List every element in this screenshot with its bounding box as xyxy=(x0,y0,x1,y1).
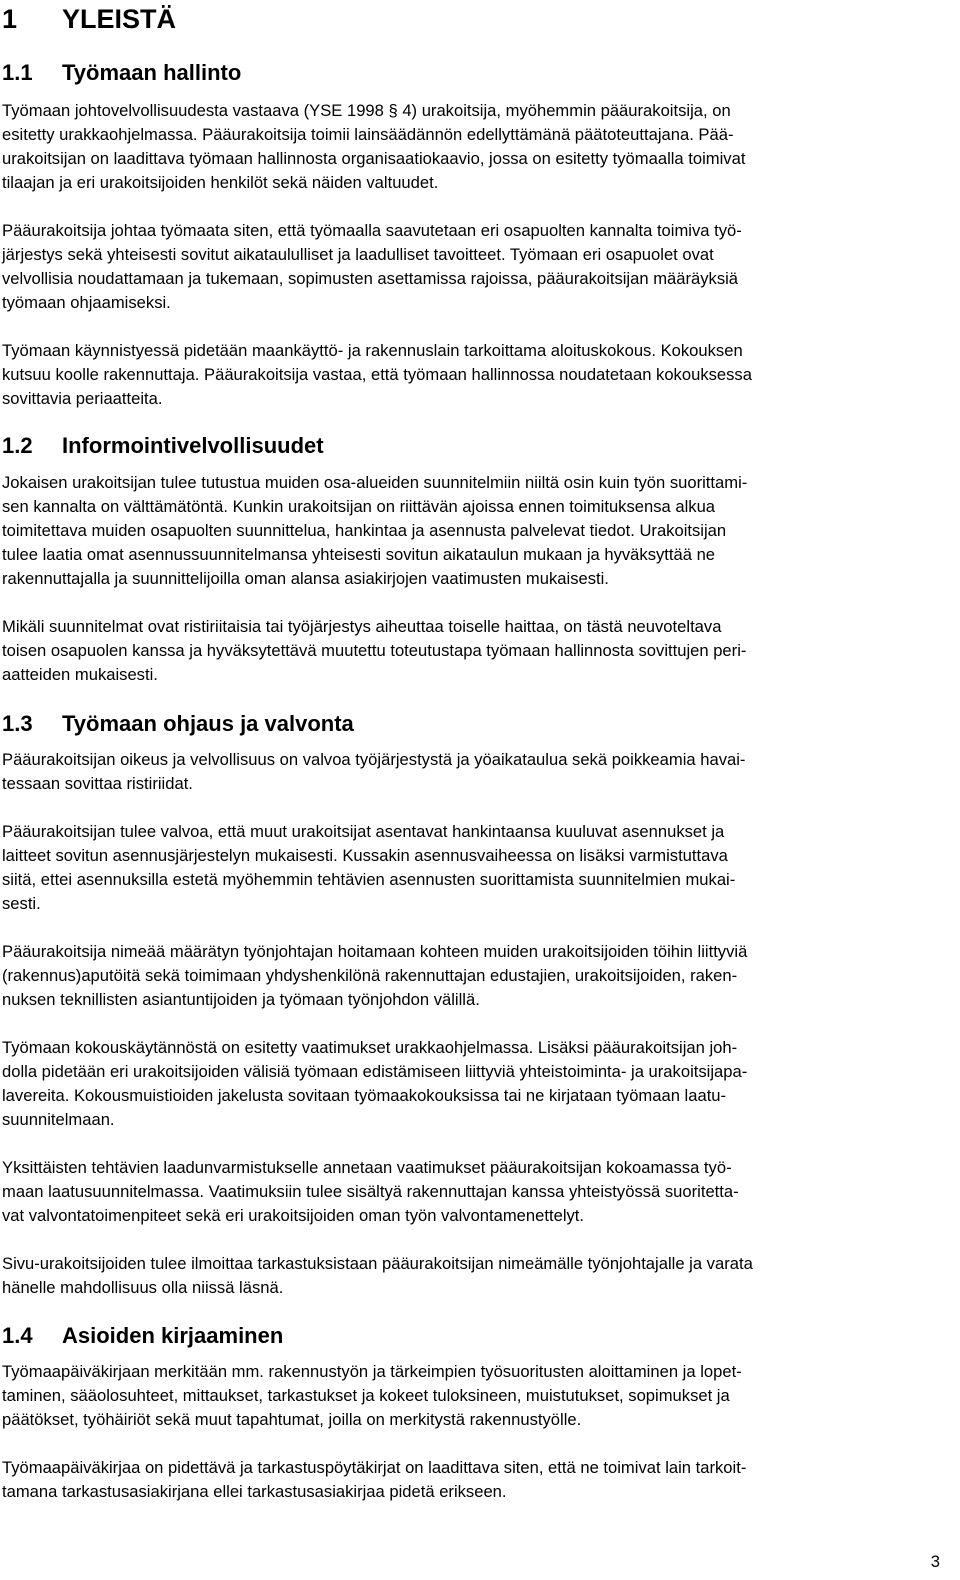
text-line: taminen, sääolosuhteet, mittaukset, tarkastukset ja kokeet tuloksineen, muistutukset, sopimukset ja xyxy=(2,1386,730,1405)
text-line: rakennuttajalla ja suunnittelijoilla oman alansa asiakirjojen vaatimusten mukaisesti. xyxy=(2,569,609,588)
text-line: järjestys sekä yhteisesti sovitut aikataululliset ja laadulliset tavoitteet. Työmaan eri osapuolet ovat xyxy=(2,245,714,264)
text-line: dolla pidetään eri urakoitsijoiden välisiä työmaan edistämiseen liittyviä yhteistoiminta- ja urakoitsijapa- xyxy=(2,1062,748,1081)
section-number: 1.4 xyxy=(2,1323,33,1348)
text-line: maan laatusuunnitelmassa. Vaatimuksiin tulee sisältyä rakennuttajan kanssa yhteistyössä suoritetta- xyxy=(2,1182,739,1201)
text-line: vat valvontatoimenpiteet sekä eri urakoitsijoiden oman työn valvontamenettelyt. xyxy=(2,1206,585,1225)
text-line: Sivu-urakoitsijoiden tulee ilmoittaa tarkastuksistaan pääurakoitsijan nimeämälle työnjohtajalle ja varata xyxy=(2,1254,753,1273)
paragraph xyxy=(2,1036,948,1132)
text-line: Pääurakoitsija johtaa työmaata siten, että työmaalla saavutetaan eri osapuolten kannalta toimiva työ- xyxy=(2,221,742,240)
text-line: toimitettava muiden osapuolten suunnittelua, hankintaa ja asennusta palvelevat tiedot. Urakoitsijan xyxy=(2,521,727,540)
text-line: sovittavia periaatteita. xyxy=(2,389,163,408)
text-line: urakoitsijan on laadittava työmaan hallinnosta organisaatiokaavio, jossa on esitetty työmaalla toimivat xyxy=(2,149,746,168)
paragraph xyxy=(2,820,948,916)
section-heading xyxy=(2,433,324,459)
section-title: Asioiden kirjaaminen xyxy=(62,1323,284,1348)
paragraph xyxy=(2,940,948,1012)
text-line: Jokaisen urakoitsijan tulee tutustua muiden osa-alueiden suunnitelmiin niiltä osin kuin työn suorittami- xyxy=(2,473,748,492)
chapter-title: YLEISTÄ xyxy=(62,4,177,34)
paragraph xyxy=(2,615,948,687)
text-line: sen kannalta on välttämätöntä. Kunkin urakoitsijan on riittävän ajoissa ennen toimituksensa alkua xyxy=(2,497,716,516)
section-number: 1.1 xyxy=(2,60,33,85)
section-heading xyxy=(2,1323,283,1349)
text-line: Työmaan kokouskäytännöstä on esitetty vaatimukset urakkaohjelmassa. Lisäksi pääurakoitsijan joh- xyxy=(2,1038,738,1057)
text-line: Työmaapäiväkirjaa on pidettävä ja tarkastuspöytäkirjat on laadittava siten, että ne toimivat lain tarkoit- xyxy=(2,1458,747,1477)
section-title: Työmaan hallinto xyxy=(62,60,242,85)
text-line: sesti. xyxy=(2,894,41,913)
section-title: Informointivelvollisuudet xyxy=(62,433,324,458)
chapter-heading xyxy=(2,4,176,35)
text-line: hänelle mahdollisuus olla niissä läsnä. xyxy=(2,1278,284,1297)
text-line: päätökset, työhäiriöt sekä muut tapahtumat, joilla on merkitystä rakennustyölle. xyxy=(2,1410,582,1429)
text-line: suunnitelmaan. xyxy=(2,1110,115,1129)
text-line: työmaan ohjaamiseksi. xyxy=(2,293,171,312)
text-line: Yksittäisten tehtävien laadunvarmistukselle annetaan vaatimukset pääurakoitsijan kokoamassa työ- xyxy=(2,1158,732,1177)
chapter-number: 1 xyxy=(2,4,18,34)
text-line: Pääurakoitsijan tulee valvoa, että muut urakoitsijat asentavat hankintaansa kuuluvat asennukset ja xyxy=(2,822,725,841)
text-line: nuksen teknillisten asiantuntijoiden ja työmaan työnjohdon välillä. xyxy=(2,990,480,1009)
text-line: Työmaan käynnistyessä pidetään maankäyttö- ja rakennuslain tarkoittama aloituskokous. Kokouksen xyxy=(2,341,743,360)
text-line: siitä, ettei asennuksilla estetä myöhemmin tehtävien asennusten suorittamista suunnitelmien mukai- xyxy=(2,870,736,889)
text-line: kutsuu koolle rakennuttaja. Pääurakoitsija vastaa, että työmaan hallinnossa noudatetaan kokouksessa xyxy=(2,365,752,384)
text-line: toisen osapuolen kanssa ja hyväksytettävä muutettu toteutustapa työmaan hallinnosta sovittujen peri- xyxy=(2,641,747,660)
section-heading xyxy=(2,711,354,737)
page-number: 3 xyxy=(930,1552,940,1571)
paragraph xyxy=(2,471,948,591)
text-line: velvollisia noudattamaan ja tukemaan, sopimusten asettamissa rajoissa, pääurakoitsijan määräyksiä xyxy=(2,269,739,288)
text-line: Pääurakoitsija nimeää määrätyn työnjohtajan hoitamaan kohteen muiden urakoitsijoiden töihin liittyviä xyxy=(2,942,748,961)
section-number: 1.2 xyxy=(2,433,33,458)
section-heading xyxy=(2,60,241,86)
paragraph xyxy=(2,339,948,411)
paragraph xyxy=(2,1360,948,1432)
text-line: aatteiden mukaisesti. xyxy=(2,665,158,684)
paragraph xyxy=(2,99,948,195)
text-line: tulee laatia omat asennussuunnitelmansa yhteisesti sovitun aikataulun mukaan ja hyväksyttää ne xyxy=(2,545,716,564)
paragraph xyxy=(2,219,948,315)
text-line: Mikäli suunnitelmat ovat ristiriitaisia tai työjärjestys aiheuttaa toiselle haittaa, on tästä neuvoteltava xyxy=(2,617,722,636)
text-line: Työmaan johtovelvollisuudesta vastaava (YSE 1998 § 4) urakoitsija, myöhemmin pääurakoitsija, on xyxy=(2,101,731,120)
text-line: lavereita. Kokousmuistioiden jakelusta sovitaan työmaakokouksissa tai ne kirjataan työmaan laatu- xyxy=(2,1086,727,1105)
text-line: tilaajan ja eri urakoitsijoiden henkilöt sekä näiden valtuudet. xyxy=(2,173,439,192)
paragraph xyxy=(2,1456,948,1504)
text-line: esitetty urakkaohjelmassa. Pääurakoitsija toimii lainsäädännön edellyttämänä päätoteuttajana. Pää- xyxy=(2,125,734,144)
paragraph xyxy=(2,1156,948,1228)
text-line: laitteet sovitun asennusjärjestelyn mukaisesti. Kussakin asennusvaiheessa on lisäksi varmistuttava xyxy=(2,846,728,865)
section-number: 1.3 xyxy=(2,711,33,736)
text-line: (rakennus)aputöitä sekä toimimaan yhdyshenkilönä rakennuttajan edustajien, urakoitsijoiden, raken- xyxy=(2,966,738,985)
text-line: Pääurakoitsijan oikeus ja velvollisuus on valvoa työjärjestystä ja yöaikataulua sekä poikkeamia havai- xyxy=(2,750,746,769)
text-line: Työmaapäiväkirjaan merkitään mm. rakennustyön ja tärkeimpien työsuoritusten aloittaminen ja lopet- xyxy=(2,1362,742,1381)
paragraph xyxy=(2,1252,948,1300)
text-line: tamana tarkastusasiakirjana ellei tarkastusasiakirjaa pidetä erikseen. xyxy=(2,1482,507,1501)
section-title: Työmaan ohjaus ja valvonta xyxy=(62,711,354,736)
paragraph xyxy=(2,748,948,796)
text-line: tessaan sovittaa ristiriidat. xyxy=(2,774,193,793)
